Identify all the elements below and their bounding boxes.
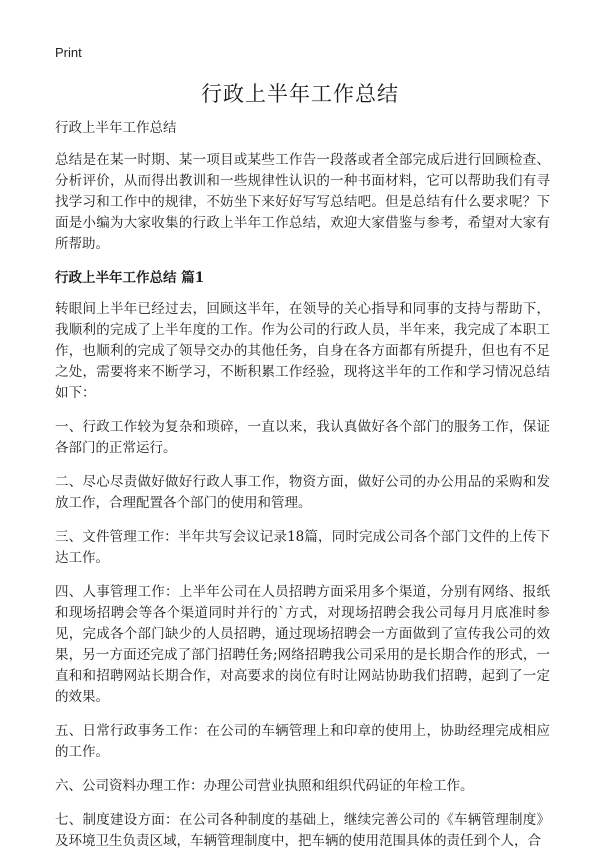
body-paragraph: 七、制度建设方面：在公司各种制度的基础上，继续完善公司的《车辆管理制度》及环境卫生负责区域，车辆管理制度中，把车辆的使用范围具体的责任到个人，合 xyxy=(55,812,550,849)
body-paragraph: 五、日常行政事务工作：在公司的车辆管理上和印章的使用上，协助经理完成相应的工作。 xyxy=(55,723,550,760)
body-paragraph: 二、尽心尽责做好做好行政人事工作，物资方面，做好公司的办公用品的采购和发放工作，合理配置各个部门的使用和管理。 xyxy=(55,474,550,511)
section-heading: 行政上半年工作总结 篇1 xyxy=(55,270,205,286)
body-paragraph: 六、公司资料办理工作：办理公司营业执照和组织代码证的年检工作。 xyxy=(55,778,474,794)
body-paragraph: 四、人事管理工作：上半年公司在人员招聘方面采用多个渠道，分别有网络、报纸和现场招聘会等各个渠道同时并行的`方式，对现场招聘会我公司每月月底准时参见，完成各个部门缺少的人员招聘，通过现场招聘会一方面做到了宣传我公司的效果，另一方面还完成了部门招聘任务;网络招聘我公司采用的是长期合作的形式，一直和和招聘网站长期合作，对高要求的岗位有时让网站协助我们招聘，起到了一定的效果。 xyxy=(55,584,550,705)
document-title: 行政上半年工作总结 xyxy=(201,82,399,106)
body-paragraph: 转眼间上半年已经过去，回顾这半年，在领导的关心指导和同事的支持与帮助下，我顺利的完成了上半年度的工作。作为公司的行政人员，半年来，我完成了本职工作，也顺利的完成了领导交办的其他任务，自身在各方面都有所提升，但也有不足之处，需要将来不断学习，不断积累工作经验，现将这半年的工作和学习情况总结如下： xyxy=(55,301,550,401)
print-link[interactable]: Print xyxy=(55,45,82,60)
document-body xyxy=(55,118,550,865)
body-paragraph: 一、行政工作较为复杂和琐碎，一直以来，我认真做好各个部门的服务工作，保证各部门的正常运行。 xyxy=(55,419,550,456)
document-subtitle: 行政上半年工作总结 xyxy=(55,120,177,136)
body-paragraph: 三、文件管理工作：半年共写会议记录18篇，同时完成公司各个部门文件的上传下达工作。 xyxy=(55,529,550,566)
intro-paragraph: 总结是在某一时期、某一项目或某些工作告一段落或者全部完成后进行回顾检查、分析评价，从而得出教训和一些规律性认识的一种书面材料，它可以帮助我们有寻找学习和工作中的规律，不妨坐下来好好写写总结吧。但是总结有什么要求呢？下面是小编为大家收集的行政上半年工作总结，欢迎大家借鉴与参考，希望对大家有所帮助。 xyxy=(55,152,550,252)
